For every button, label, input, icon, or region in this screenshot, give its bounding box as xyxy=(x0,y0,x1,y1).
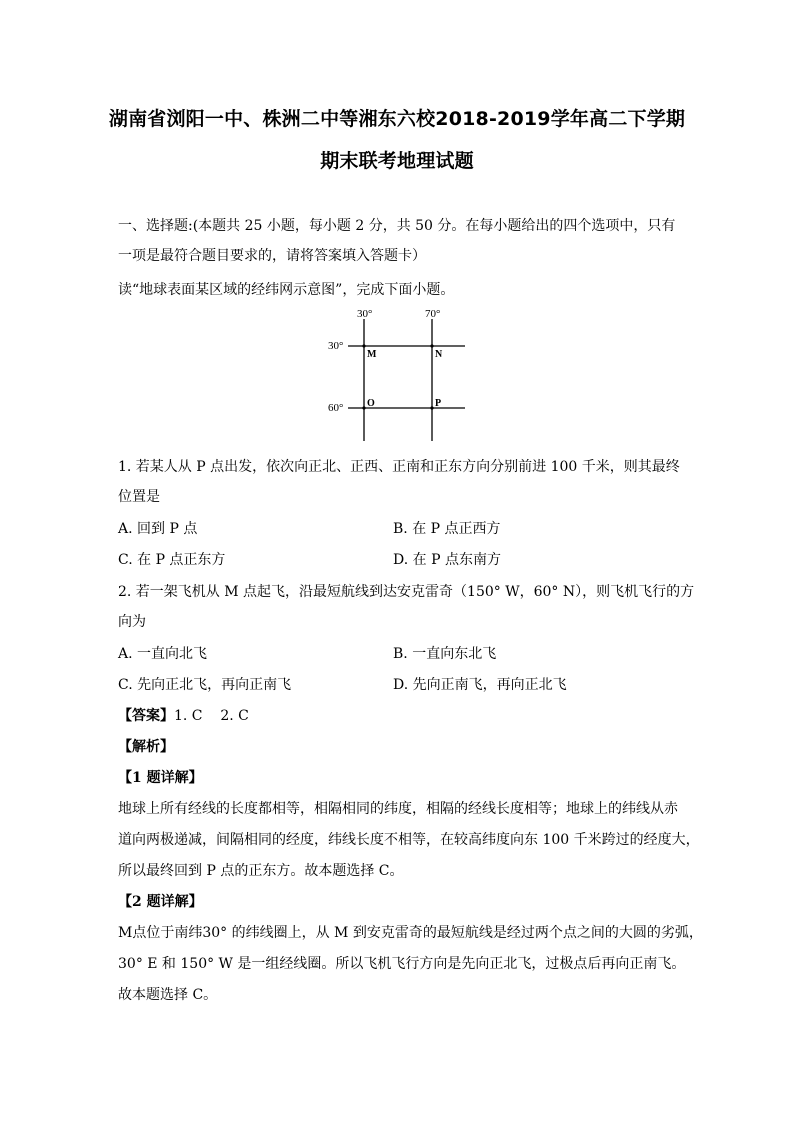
page-title-line-2: 期末联考地理试题 xyxy=(320,150,474,172)
detail-2-line-1: M点位于南纬30° 的纬线圈上，从 M 到安克雷奇的最短航线是经过两个点之间的大圆的劣弧， xyxy=(118,925,703,941)
question-2-option-c: C. 先向正北飞，再向正南飞 xyxy=(118,677,292,693)
graticule-figure xyxy=(320,305,480,445)
question-2-stem-line-1: 2. 若一架飞机从 M 点起飞，沿最短航线到达安克雷奇（150° W，60° N），则飞机飞行的方 xyxy=(118,584,695,600)
answer-line xyxy=(118,706,678,726)
detail-2-line-3: 故本题选择 C。 xyxy=(118,987,218,1003)
question-2-option-d: D. 先向正南飞，再向正北飞 xyxy=(393,677,567,693)
question-1-option-b: B. 在 P 点正西方 xyxy=(393,521,501,537)
detail-1-line-1: 地球上所有经线的长度都相等，相隔相同的纬度，相隔的经线长度相等；地球上的纬线从赤 xyxy=(118,801,678,817)
analysis-label: 【解析】 xyxy=(118,739,174,755)
page-title-line-1: 湖南省浏阳一中、株洲二中等湘东六校2018-2019学年高二下学期 xyxy=(108,108,686,130)
section-intro-line-1: 一、选择题:(本题共 25 小题，每小题 2 分，共 50 分。在每小题给出的四个选项中，只有 xyxy=(118,218,676,234)
point-o-label: O xyxy=(367,398,375,409)
figure-prompt: 读“地球表面某区域的经纬网示意图”，完成下面小题。 xyxy=(118,282,455,298)
point-p-label: P xyxy=(435,398,442,409)
lon-label-70: 70° xyxy=(425,308,441,320)
detail-2-label: 【2 题详解】 xyxy=(118,894,203,910)
question-2-option-a: A. 一直向北飞 xyxy=(118,646,208,662)
section-intro-line-2: 一项是最符合题目要求的，请将答案填入答题卡） xyxy=(118,248,426,264)
lon-label-30: 30° xyxy=(357,308,373,320)
question-1-option-c: C. 在 P 点正东方 xyxy=(118,552,226,568)
detail-2-line-2: 30° E 和 150° W 是一组经线圈。所以飞机飞行方向是先向正北飞，过极点后再向正南飞。 xyxy=(118,956,686,972)
point-m-dot xyxy=(362,344,365,347)
lat-label-60: 60° xyxy=(328,402,344,414)
point-n-dot xyxy=(430,344,433,347)
point-o-dot xyxy=(362,406,365,409)
detail-1-label: 【1 题详解】 xyxy=(118,770,203,786)
point-m-label: M xyxy=(367,349,377,360)
question-1-stem-line-1: 1. 若某人从 P 点出发，依次向正北、正西、正南和正东方向分别前进 100 千米，则其最终 xyxy=(118,459,680,475)
detail-1-line-2: 道向两极递减，间隔相同的经度，纬线长度不相等，在较高纬度向东 100 千米跨过的经度大， xyxy=(118,832,700,848)
point-n-label: N xyxy=(435,349,443,360)
answer-values: 1. C 2. C xyxy=(174,708,249,724)
answer-label: 【答案】 xyxy=(118,708,174,724)
question-1-option-d: D. 在 P 点东南方 xyxy=(393,552,501,568)
question-1-stem-line-2: 位置是 xyxy=(118,489,160,505)
point-p-dot xyxy=(430,406,433,409)
question-1-option-a: A. 回到 P 点 xyxy=(118,521,198,537)
detail-1-line-3: 所以最终回到 P 点的正东方。故本题选择 C。 xyxy=(118,863,404,879)
question-2-stem-line-2: 向为 xyxy=(118,614,146,630)
lat-label-30: 30° xyxy=(328,340,344,352)
question-2-option-b: B. 一直向东北飞 xyxy=(393,646,497,662)
